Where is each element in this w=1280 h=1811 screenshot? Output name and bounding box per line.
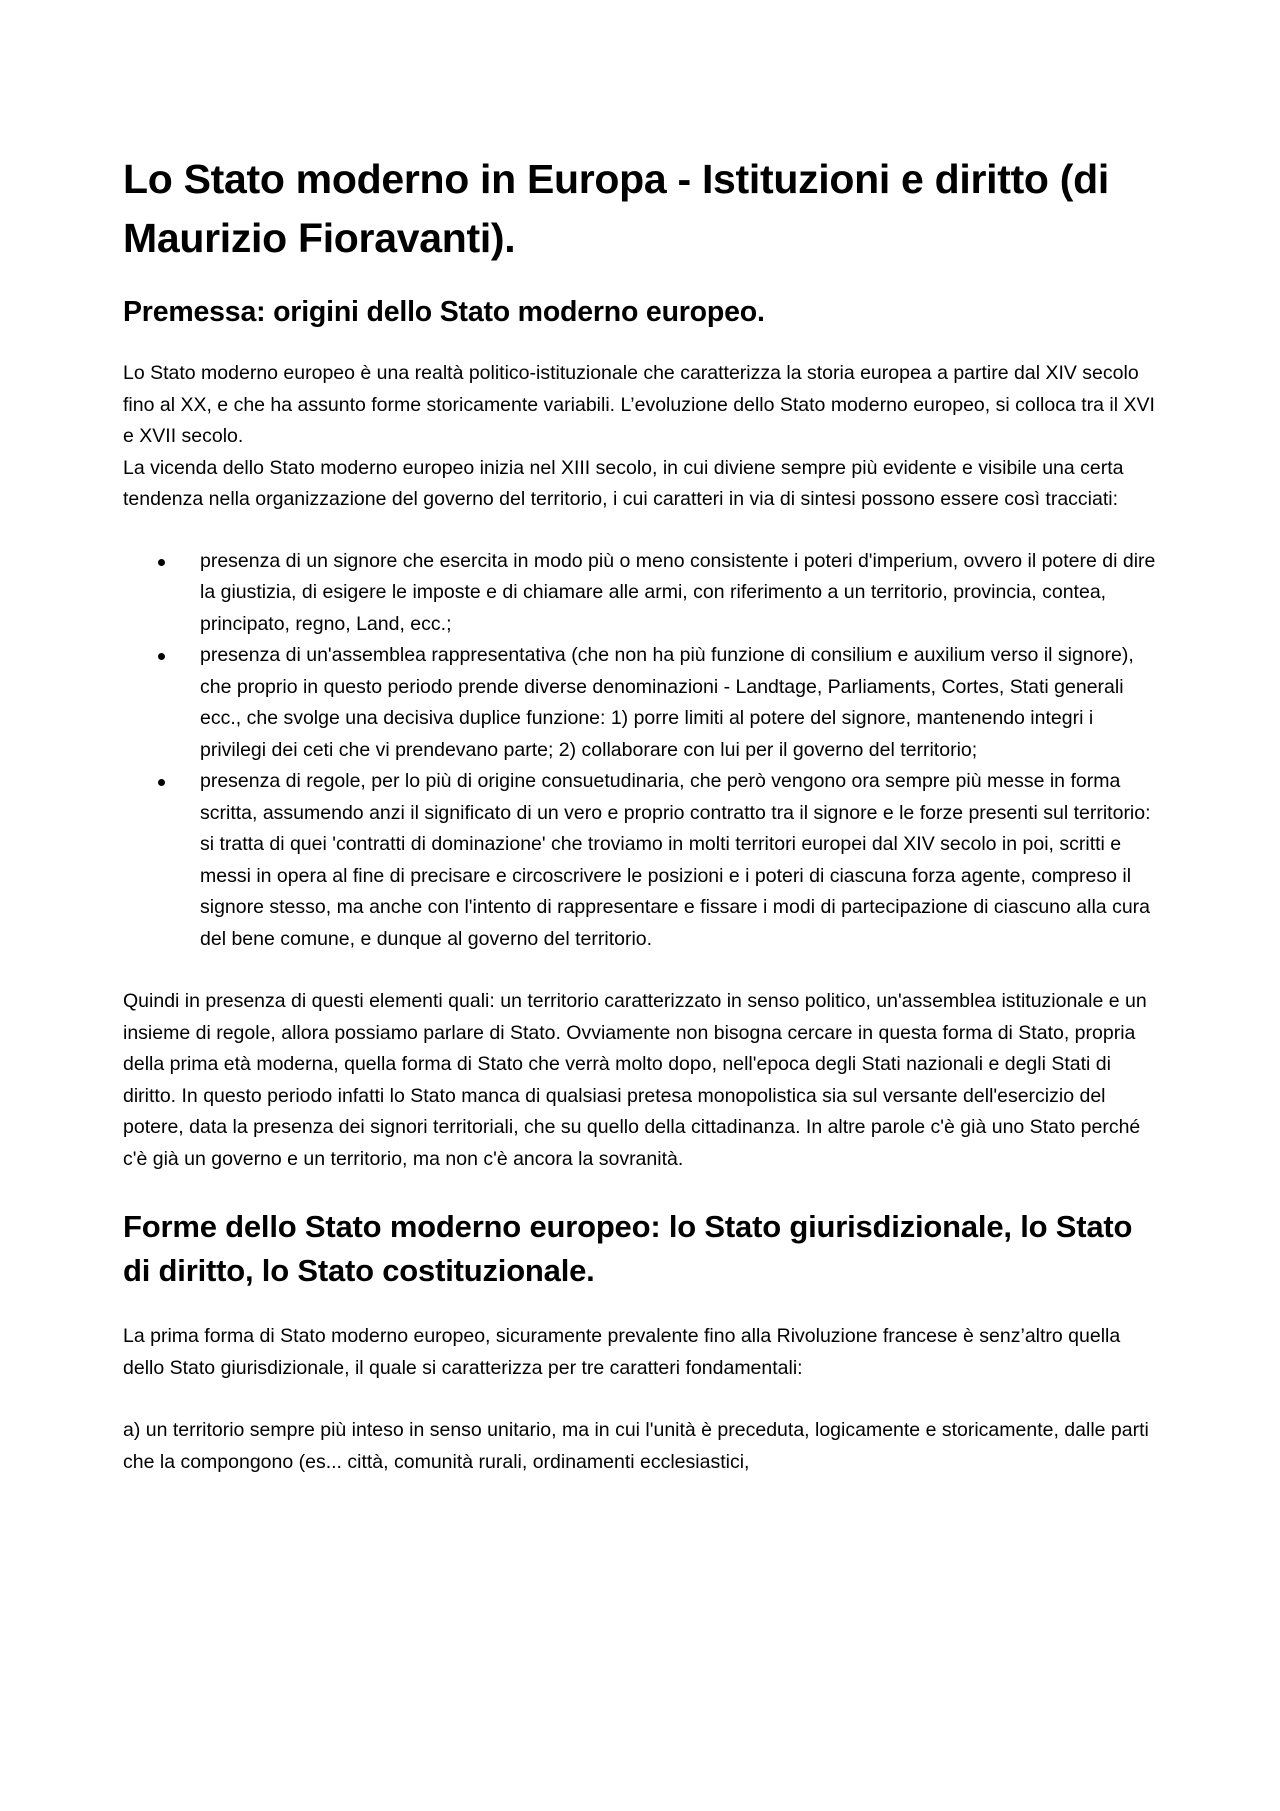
paragraph: a) un territorio sempre più inteso in senso unitario, ma in cui l'unità è preceduta, logicamente e storicamente, dalle parti che la compongono (es... città, comunità rurali, ordinamenti ecclesiastici, [123,1419,1149,1473]
section-heading-premessa: Premessa: origini dello Stato moderno europeo. [123,296,765,328]
paragraph: Lo Stato moderno europeo è una realtà politico-istituzionale che caratterizza la storia europea a partire dal XIV secolo fino al XX, e che ha assunto forme storicamente variabili. L’evoluzione dello Stato moderno europeo, si colloca tra il XVI e XVII secolo. [123,362,1155,447]
list-item [200,640,1163,766]
list-item-text: presenza di regole, per lo più di origine consuetudinaria, che però vengono ora sempre più messe in forma scritta, assumendo anzi il significato di un vero e proprio contratto tra il signore e le forze presenti sul territorio: si tratta di quei 'contratti di dominazione' che troviamo in molti territori europei dal XIV secolo in poi, scritti e messi in opera al fine di precisare e circoscrivere le posizioni e i poteri di ciascuna forza agente, compreso il signore stesso, ma anche con l'intento di rappresentare e fissare i modi di partecipazione di ciascuno alla cura del bene comune, e dunque al governo del territorio. [200,770,1151,950]
bullet-list [123,546,1163,956]
document-title: Lo Stato moderno in Europa - Istituzioni e diritto (di Maurizio Fioravanti). [123,156,1109,261]
list-item [200,546,1163,641]
bullet-icon [158,653,165,660]
paragraph: Quindi in presenza di questi elementi quali: un territorio caratterizzato in senso politico, un'assemblea istituzionale e un insieme di regole, allora possiamo parlare di Stato. Ovviamente non bisogna cercare in questa forma di Stato, propria della prima età moderna, quella forma di Stato che verrà molto dopo, nell'epoca degli Stati nazionali e degli Stati di diritto. In questo periodo infatti lo Stato manca di qualsiasi pretesa monopolistica sia sul versante dell'esercizio del potere, data la presenza dei signori territoriali, che su quello della cittadinanza. In altre parole c'è già uno Stato perché c'è già un governo e un territorio, ma non c'è ancora la sovranità. [123,990,1147,1170]
section-heading-forme: Forme dello Stato moderno europeo: lo Stato giurisdizionale, lo Stato di diritto, lo Stato costituzionale. [123,1209,1133,1288]
paragraph: La prima forma di Stato moderno europeo, sicuramente prevalente fino alla Rivoluzione francese è senz’altro quella dello Stato giurisdizionale, il quale si caratterizza per tre caratteri fondamentali: [123,1325,1121,1379]
list-item-text: presenza di un signore che esercita in modo più o meno consistente i poteri d'imperium, ovvero il potere di dire la giustizia, di esigere le imposte e di chiamare alle armi, con riferimento a un territorio, provincia, contea, principato, regno, Land, ecc.; [200,549,1156,635]
list-item [200,766,1163,955]
paragraph: La vicenda dello Stato moderno europeo inizia nel XIII secolo, in cui diviene sempre più evidente e visibile una certa tendenza nella organizzazione del governo del territorio, i cui caratteri in via di sintesi possono essere così tracciati: [123,456,1124,510]
list-item-text: presenza di un'assemblea rappresentativa (che non ha più funzione di consilium e auxilium verso il signore), che proprio in questo periodo prende diverse denominazioni - Landtage, Parliaments, Cortes, Stati generali ecc., che svolge una decisiva duplice funzione: 1) porre limiti al potere del signore, mantenendo integri i privilegi dei ceti che vi prendevano parte; 2) collaborare con lui per il governo del territorio; [200,644,1134,761]
bullet-icon [158,779,165,786]
document-page [123,150,1163,1478]
bullet-icon [158,559,165,566]
